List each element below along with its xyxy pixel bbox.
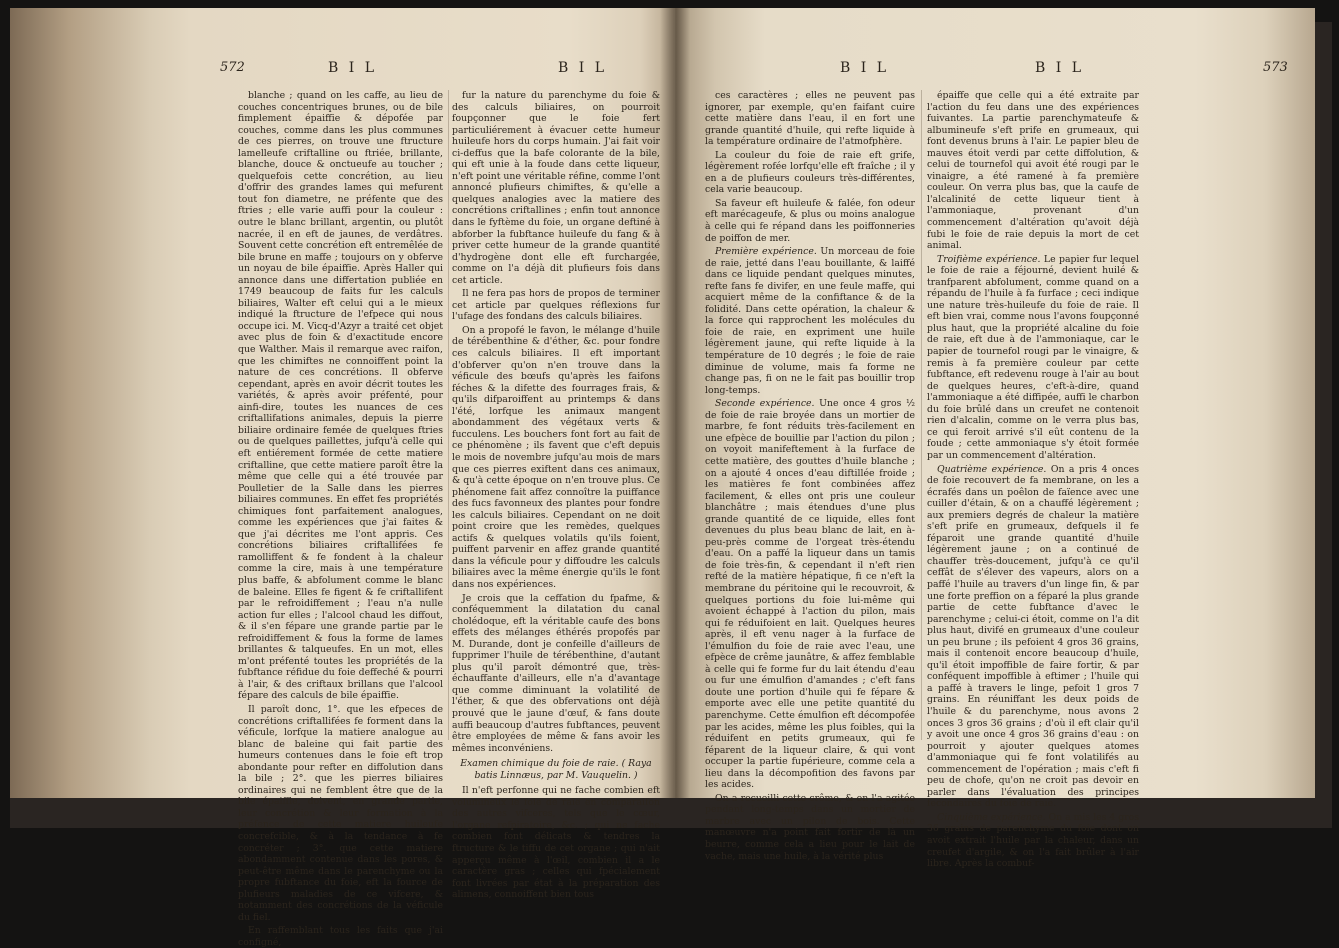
- paragraph: [927, 254, 1139, 462]
- paragraph: On a recueilli cette crême, & on l'a agitée pendant long-temps dans un mortier de marbre avec un pilon de bois. Cette manœuvre n'a point fait fortir de là un beurre, comme cela a lieu pour le lait de vache, mais une huile, à la vérité plus: [705, 792, 915, 862]
- paragraph: blanche ; quand on les caffe, au lieu de couches concentriques brunes, ou de bile fimplement épaiffie & dépofée par couches, comme dans les plus communes de ces pierres, on trouve une ftructure lamelleufe criftalline ou ftriée, brillante, blanche, douce & onctueufe au toucher ; quelquefois cette concrétion, au lieu d'offrir des grandes lames qui mefurent tout fon diametre, ne préfente que des ftries ; elle varie auffi pour la couleur : outre le blanc brillant, argentin, ou plutôt nacrée, il en eft de jaunes, de verdâtres. Souvent cette concrétion eft entremêlée de bile brune en maffe ; toujours on y obferve un noyau de bile épaiffie. Après Haller qui annonce dans une differtation publiée en 1749 beaucoup de faits fur les calculs biliaires, Walter eft celui qui a le mieux indiqué la ftructure de l'efpece qui nous occupe ici. M. Vicq-d'Azyr a traité cet objet avec plus de foin & d'exactitude encore que Walther. Mais il remarque avec raifon, que les chimiftes ne connoiffent point la nature de ces concrétions. Il obferve cependant, après en avoir décrit toutes les variétés, & après avoir préfenté, pour ainfi-dire, toutes les nuances de ces criftallifations animales, depuis la pierre biliaire ordinaire femée de quelques ftries ou de quelques paillettes, jufqu'à celle qui eft entiérement formée de cette matiere criftalline, que cette matiere paroît être la même que celle qui a été trouvée par Poulletier de la Salle dans les pierres biliaires communes. En effet fes propriétés chimiques font parfaitement analogues, comme les expériences que j'ai faites & que j'ai décrites me l'ont appris. Ces concrétions biliaires criftallifées fe ramolliffent & fe fondent à la chaleur comme la cire, mais à une température plus baffe, & abfolument comme le blanc de baleine. Elles fe figent & fe criftallifent par le refroidiffement ; l'eau n'a nulle action fur elles ; l'alcool chaud les diffout, & il s'en fépare une grande partie par le refroidiffement & fous la forme de lames brillantes & talqueufes. En un mot, elles m'ont préfenté toutes les propriétés de la fubftance réfidue du foie deffeché & pourri à l'air, & des criftaux brillans que l'alcool fépare des calculs de bile épaiffie.: [238, 90, 443, 702]
- paragraph: Je crois que la ceffation du fpafme, & conféquemment la dilatation du canal cholédoque, eft la véritable caufe des bons effets des mélanges éthérés propofés par M. Durande, dont je confeille d'ailleurs de fupprimer l'huile de térébenthine, d'autant plus qu'il paroît démontré que, très-échauffante d'ailleurs, elle n'a d'avantage que comme diminuant la volatilité de l'éther, & que des obfervations ont déjà prouvé que le jaune d'œuf, & fans doute auffi beaucoup d'autres fubftances, peuvent être employées de même & fans avoir les mêmes inconvéniens.: [452, 592, 660, 754]
- column-rule: [921, 90, 922, 740]
- page-number-right: 573: [1263, 60, 1288, 75]
- paragraph: En raffemblant tous les faits que j'ai configné,: [238, 925, 443, 948]
- paragraph: épaiffe que celle qui a été extraite par l'action du feu dans une des expériences fuivantes. La partie parenchymateufe & albumineufe s'eft prife en grumeaux, qui font devenus bruns à l'air. Le papier bleu de mauves étoit verdi par cette diffolution, & celui de tournefol qui avoit été rougi par le vinaigre, a été ramené à fa première couleur. On verra plus bas, que la caufe de l'alcalinité de cette liqueur tient à l'ammoniaque, provenant d'un commencement d'altération qu'avoit déjà fubi le foie de raie depuis la mort de cet animal.: [927, 90, 1139, 252]
- experiment-text: Un morceau de foie de raie, jetté dans l'eau bouillante, & laiffé dans ce liquide pendant quelques minutes, refte fans fe divifer, en une feule maffe, qui acquiert même de la confiftance & de la folidité. Dans cette opération, la chaleur & la force qui rapprochent les molécules du foie de raie, en expriment une huile légèrement jaune, qui refte liquide à la température de 10 degrés ; le foie de raie diminue de volume, mais fa forme ne change pas, fi on ne le fait pas bouillir trop long-temps.: [705, 246, 915, 396]
- experiment-label: Première expérience.: [715, 246, 817, 258]
- experiment-label: Seconde expérience.: [715, 398, 815, 410]
- running-header-right-col2: B I L: [1035, 60, 1085, 76]
- paragraph: ces caractères ; elles ne peuvent pas ignorer, par exemple, qu'en faifant cuire cette matière dans l'eau, il en fort une grande quantité d'huile, qui refte liquide à la température ordinaire de l'atmofphère.: [705, 90, 915, 148]
- page-number-left: 572: [220, 60, 245, 75]
- paragraph: Il paroît donc, 1°. que les efpeces de concrétions criftallifées fe forment dans la véficule, lorfque la matiere analogue au blanc de baleine qui fait partie des humeurs contenues dans le foie eft trop abondante pour refter en diffolution dans la bile ; 2°. que les pierres biliaires ordinaires qui ne femblent être que de la bile épaiffie, doivent, en grande partie, leur concrétion & leur formation à la préfence de cette matiere huileufe concrefcible, & à la tendance à fe concréter ; 3°. que cette matiere abondamment contenue dans les pores, & peut-être même dans le parenchyme ou la propre fubftance du foie, eft la fource de plufieurs maladies de ce vifcere, & notamment des concrétions de la véficule du fiel.: [238, 703, 443, 923]
- left-page-column-2: [452, 90, 660, 901]
- section-heading: Examen chimique du foie de raie. ( Raya batis Linnæus, par M. Vauquelin. ): [460, 758, 652, 781]
- experiment-text: Une once 4 gros ½ de foie de raie broyée dans un mortier de marbre, fe font réduits très-facilement en une efpèce de bouillie par l'action du pilon ; on voyoit manifeftement à la furface de cette matière, des gouttes d'huile blanche ; on a ajouté 4 onces d'eau diftillée froide ; les matières fe font combinées affez facilement, & elles ont pris une couleur blanchâtre ; mais étendues d'une plus grande quantité de ce liquide, elles font devenues du plus beau blanc de lait, en à-peu-près comme de l'orgeat très-étendu d'eau. On a paffé la liqueur dans un tamis de foie très-fin, & cependant il n'eft rien refté de la matière hépatique, fi ce n'eft la membrane du péritoine qui le recouvroit, & quelques portions du foie lui-même qui avoient échappé à l'action du pilon, mais qui fe réduifoient en lait. Quelques heures après, il eft venu nager à la furface de l'émulfion du foie de raie avec l'eau, une efpèce de crême jaunâtre, & affez femblable à celle qui fe forme fur du lait étendu d'eau ou fur une émulfion d'amandes ; c'eft fans doute une portion d'huile qui fe fépare & emporte avec elle une petite quantité du parenchyme. Cette émulfion eft décompofée par les acides, même les plus foibles, qui la réduifent en petits grumeaux, qui fe féparent de la liqueur claire, & qui vont occuper la partie fupérieure, comme cela a lieu dans la décompofition des favons par les acides.: [705, 398, 915, 791]
- paragraph: Il ne fera pas hors de propos de terminer cet article par quelques réflexions fur l'ufage des fondans des calculs biliaires.: [452, 288, 660, 323]
- paragraph: [927, 812, 1139, 870]
- left-page: [10, 8, 675, 948]
- paragraph: [705, 246, 915, 396]
- paragraph: On a propofé le favon, le mélange d'huile de térébenthine & d'éther, &c. pour fondre ces calculs biliaires. Il eft important d'obferver qu'on n'en trouve dans la véficule des bœufs qu'après les faifons féches & la difette des fourrages frais, & qu'ils difparoiffent au printemps & dans l'été, lorfque les animaux mangent abondamment des végétaux verts & fucculens. Les bouchers font fort au fait de ce phénomène ; ils favent que c'eft depuis le mois de novembre jufqu'au mois de mars que ces pierres exiftent dans ces animaux, & qu'à cette époque on n'en trouve plus. Ce phénomene fait affez connoître la puiffance des fucs favonneux des plantes pour fondre les calculs biliaires. Cependant on ne doit point croire que les remèdes, quelques actifs & quelques volatils qu'ils foient, puiffent parvenir en affez grande quantité dans la véficule pour y diffoudre les calculs biliaires avec la même énergie qu'ils le font dans nos expériences.: [452, 324, 660, 590]
- paragraph: Il n'eft perfonne qui ne fache combien eft volumineux le foie de raie en comparaifon des autres vifceres, tels que le cœur, l'organe refpiratoire, &c. ; qui ne fache combien font délicats & tendres la ftructure & le tiffu de cet organe ; qui n'ait apperçu même à l'œil, combien il a le caractère gras ; celles qui fpécialement font livrées par état à la préparation des alimens, connoiffent bien tous: [452, 785, 660, 901]
- book-gutter: [660, 8, 690, 798]
- paragraph: La couleur du foie de raie eft grife, légèrement rofée lorfqu'elle eft fraîche ; il y en a de plufieurs couleurs très-différentes, cela varie beaucoup.: [705, 149, 915, 196]
- column-rule: [448, 90, 449, 740]
- left-page-column-1: [238, 90, 443, 948]
- running-header-left-col2: B I L: [558, 60, 608, 76]
- running-header-left-col1: B I L: [328, 60, 378, 76]
- right-page: [675, 8, 1315, 870]
- experiment-text: On a pris 4 onces de foie recouvert de fa membrane, on les a écrafés dans un poêlon de faïence avec une cuiller d'étain, & on a chauffé légèrement ; aux premiers degrés de chaleur la matière s'eft prife en grumeaux, defquels il fe féparoit une grande quantité d'huile légèrement jaune ; on a continué de chauffer très-doucement, jufqu'à ce qu'il ceffât de s'élever des vapeurs, alors on a paffé l'huile au travers d'un linge fin, & par une forte preffion on a féparé la plus grande partie de cette fubftance d'avec le parenchyme ; celui-ci étoit, comme on l'a dit plus haut, divifé en grumeaux d'une couleur un peu brune ; ils pefoient 4 gros 36 grains, mais il contenoit encore beaucoup d'huile, qu'il étoit impoffible de faire fortir, & par conféquent impoffible à eftimer ; l'huile qui a paffé à travers le linge, pefoit 1 gros 7 grains. En réuniffant les deux poids de l'huile & du parenchyme, nous avons 2 onces 3 gros 36 grains ; d'où il eft clair qu'il y avoit une once 4 gros 36 grains d'eau : on pourroit y ajouter quelques atomes d'ammoniaque qui fe font volatilifés au commencement de l'opération ; mais c'eft fi peu de chofe, qu'on ne croit pas devoir en parler dans l'évaluation des principes fecondaires du foie de raie.: [927, 463, 1139, 810]
- experiment-text: On a mis les 4 gros 36 grains de parenchyme du foie dont on avoit extrait l'huile par la chaleur, dans un creufet d'argile, & on l'a fait brûler à l'air libre. Après la combuf-: [927, 811, 1139, 870]
- experiment-label: Quatrième expérience.: [937, 463, 1047, 475]
- running-header-right-col1: B I L: [840, 60, 890, 76]
- paragraph: fur la nature du parenchyme du foie & des calculs biliaires, on pourroit foupçonner que le foie fert particuliérement à évacuer cette humeur huileufe hors du corps humain. J'ai fait voir ci-deffus que la bafe colorante de la bile, qui eft unie à la foude dans cette liqueur, n'eft point une véritable réfine, comme l'ont annoncé plufieurs chimiftes, & qu'elle a quelques analogies avec la matiere des concrétions criftallines ; enfin tout annonce dans le fyftème du foie, un organe deftiné à abforber la fubftance huileufe du fang & à priver cette humeur de la grande quantité d'hydrogène dont elle eft furchargée, comme on l'a déjà dit plufieurs fois dans cet article.: [452, 90, 660, 286]
- experiment-label: Troifième expérience.: [937, 253, 1041, 265]
- paragraph: Sa faveur eft huileufe & falée, fon odeur eft marécageufe, & plus ou moins analogue à celle qui fe répand dans les poiffonneries de poiffon de mer.: [705, 197, 915, 244]
- paragraph: [927, 464, 1139, 810]
- right-page-column-2: [927, 90, 1139, 870]
- experiment-label: Cinquième expérience.: [937, 811, 1046, 823]
- paragraph: [705, 398, 915, 791]
- experiment-text: Le papier fur lequel le foie de raie a féjourné, devient huilé & tranfparent abfolument, comme quand on a répandu de l'huile à fa furface ; ceci indique une nature très-huileufe du foie de raie. Il eft bien vrai, comme nous l'avons foupçonné plus haut, que la propriété alcaline du foie de raie, eft due à de l'ammoniaque, car le papier de tournefol rougi par le vinaigre, & remis à fa première couleur par cette fubftance, eft redevenu rouge à l'air au bout de quelques heures, c'eft-à-dire, quand l'ammoniaque a été diffipée, auffi le charbon du foie brûlé dans un creufet ne contenoit rien d'alcalin, comme on le verra plus bas, ce qui feroit arrivé s'il eût contenu de la foude ; cette ammoniaque s'y étoit formée par un commencement d'altération.: [927, 253, 1139, 461]
- right-page-column-1: [705, 90, 915, 862]
